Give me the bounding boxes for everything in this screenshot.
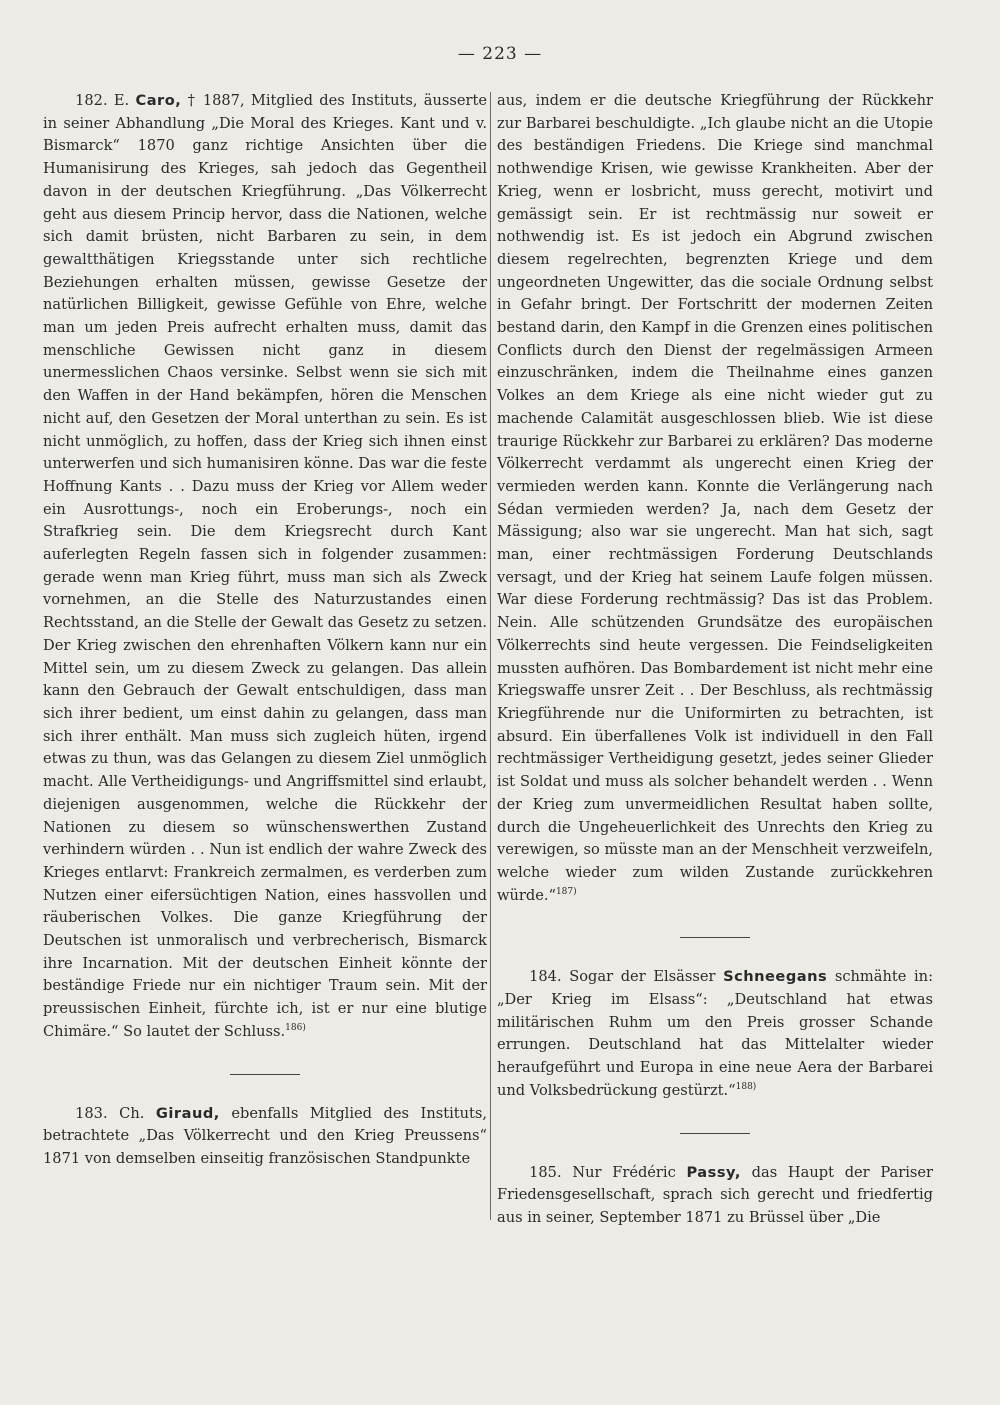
right-column	[497, 90, 933, 1230]
author-name: Passy,	[686, 1163, 741, 1181]
section-rule	[680, 1133, 750, 1134]
paragraph-number: 185. Nur Frédéric	[529, 1163, 676, 1181]
paragraph-text: aus, indem er die deutsche Kriegführung der Rückkehr zur Barbarei beschuldigte. „Ich glaube nicht an die Utopie des beständigen Friedens. Die Kriege sind manchmal nothwendige Krisen, wie gewisse Krankheiten. Aber der Krieg, wenn er losbricht, muss gerecht, motivirt und gemässigt sein. Er ist rechtmässig nur soweit er nothwendig ist. Es ist jedoch ein Abgrund zwischen diesem regelrechten, begrenzten Kriege und dem ungeordneten Ungewitter, das die sociale Ordnung selbst in Gefahr bringt. Der Fortschritt der modernen Zeiten bestand darin, den Kampf in die Grenzen eines politischen Conflicts durch den Dienst der regelmässigen Armeen einzuschränken, indem die Theilnahme eines ganzen Volkes an dem Kriege als eine nicht wieder gut zu machende Calamität ausgeschlossen blieb. Wie ist diese traurige Rückkehr zur Barbarei zu erklären? Das moderne Völkerrecht verdammt als ungerecht einen Krieg der vermieden werden kann. Konnte die Verlängerung nach Sédan vermieden werden? Ja, nach dem Gesetz der Mässigung; also war sie ungerecht. Man hat sich, sagt man, einer rechtmässigen Forderung Deutschlands versagt, und der Krieg hat seinem Laufe folgen müssen. War diese Forderung rechtmässig? Das ist das Problem. Nein. Alle schützenden Grundsätze des europäischen Völkerrechts sind heute vergessen. Die Feindseligkeiten mussten aufhören. Das Bombardement ist nicht mehr eine Kriegswaffe unsrer Zeit . . Der Beschluss, als rechtmässig Kriegführende nur die Uniformirten zu betrachten, ist absurd. Ein überfallenes Volk ist individuell in den Fall rechtmässiger Vertheidigung gesetzt, jedes seiner Glieder ist Soldat und muss als solcher behandelt werden . . Wenn der Krieg zum unvermeidlichen Resultat haben sollte, durch die Ungeheuerlichkeit des Unrechts den Krieg zu verewigen, so müsste man an der Menschheit verzweifeln, welche wieder zum wilden Zustande zurückkehren würde.“	[497, 92, 933, 904]
paragraph-182	[43, 90, 487, 1044]
paragraph-184	[497, 966, 933, 1102]
paragraph-text: ebenfalls Mitglied des Instituts, betrachtete „Das Völkerrecht und den Krieg Preussens“ 1871 von demselben einseitig französischen Standpunkte	[43, 1104, 487, 1167]
left-column	[43, 90, 487, 1171]
paragraph-183	[43, 1103, 487, 1171]
paragraph-183-continued	[497, 90, 933, 907]
paragraph-number: 183. Ch.	[75, 1104, 145, 1122]
column-divider	[490, 92, 491, 1220]
section-rule	[230, 1074, 300, 1075]
author-name: Giraud,	[155, 1104, 220, 1122]
paragraph-text: schmähte in: „Der Krieg im Elsass“: „Deutschland hat etwas militärischen Ruhm um den Preis grosser Schande errungen. Deutschland hat das Mittelalter wieder heraufgeführt und Europa in eine neue Aera der Barbarei und Volksbedrückung gestürzt.“	[497, 968, 933, 1099]
paragraph-text: † 1887, Mitglied des Instituts, äusserte in seiner Abhandlung „Die Moral des Krieges. Kant und v. Bismarck“ 1870 ganz richtige Ansichten über die Humanisirung des Krieges, sah jedoch das Gegentheil davon in der deutschen Kriegführung. „Das Völkerrecht geht aus diesem Princip hervor, dass die Nationen, welche sich damit brüsten, nicht Barbaren zu sein, in dem gewaltthätigen Kriegsstande unter sich rechtliche Beziehungen erhalten müssen, gewisse Gesetze der natürlichen Billigkeit, gewisse Gefühle von Ehre, welche man um jeden Preis aufrecht erhalten muss, damit das menschliche Gewissen nicht ganz in diesem unermesslichen Chaos versinke. Selbst wenn sie sich mit den Waffen in der Hand bekämpfen, hören die Menschen nicht auf, den Gesetzen der Moral unterthan zu sein. Es ist nicht unmöglich, zu hoffen, dass der Krieg sich ihnen einst unterwerfen und sich humanisiren könne. Das war die feste Hoffnung Kants . . Dazu muss der Krieg vor Allem weder ein Ausrottungs-, noch ein Eroberungs-, noch ein Strafkrieg sein. Die dem Kriegsrecht durch Kant auferlegten Regeln fassen sich in folgender zusammen: gerade wenn man Krieg führt, muss man sich als Zweck vornehmen, an die Stelle des Naturzustandes einen Rechtsstand, an die Stelle der Gewalt das Gesetz zu setzen. Der Krieg zwischen den ehrenhaften Völkern kann nur ein Mittel sein, um zu diesem Zweck zu gelangen. Das allein kann den Gebrauch der Gewalt entschuldigen, dass man sich ihrer bedient, um einst dahin zu gelangen, dass man sich ihrer enthält. Man muss sich zugleich hüten, irgend etwas zu thun, was das Gelangen zu diesem Ziel unmöglich macht. Alle Vertheidigungs- und Angriffsmittel sind erlaubt, diejenigen ausgenommen, welche die Rückkehr der Nationen zu diesem so wünschenswerthen Zustand verhindern würden . . Nun ist endlich der wahre Zweck des Krieges entlarvt: Frankreich zermalmen, es verderben zum Nutzen einer eifersüchtigen Nation, eines hassvollen und räuberischen Volkes. Die ganze Kriegführung der Deutschen ist unmoralisch und verbrecherisch, Bismarck ihre Incarnation. Mit der deutschen Einheit könnte der beständige Friede nur ein nichtiger Traum sein. Mit der preussischen Einheit, fürchte ich, ist er nur eine blutige Chimäre.“ So lautet der Schluss.	[43, 92, 487, 1040]
footnote-ref: 188)	[735, 1081, 757, 1092]
author-name: Schneegans	[723, 968, 828, 986]
author-name: Caro,	[135, 92, 182, 109]
paragraph-number: 184. Sogar der Elsässer	[529, 968, 716, 986]
footnote-ref: 187)	[555, 886, 577, 897]
paragraph-text: das Haupt der Pariser Friedensgesellschaft, sprach sich gerecht und friedfertig aus in seiner, September 1871 zu Brüssel über „Die	[497, 1163, 933, 1226]
paragraph-number: 182. E.	[75, 92, 130, 109]
section-rule	[680, 937, 750, 938]
paragraph-185	[497, 1162, 933, 1230]
footnote-ref: 186)	[285, 1022, 306, 1033]
page-number: — 223 —	[457, 44, 543, 64]
